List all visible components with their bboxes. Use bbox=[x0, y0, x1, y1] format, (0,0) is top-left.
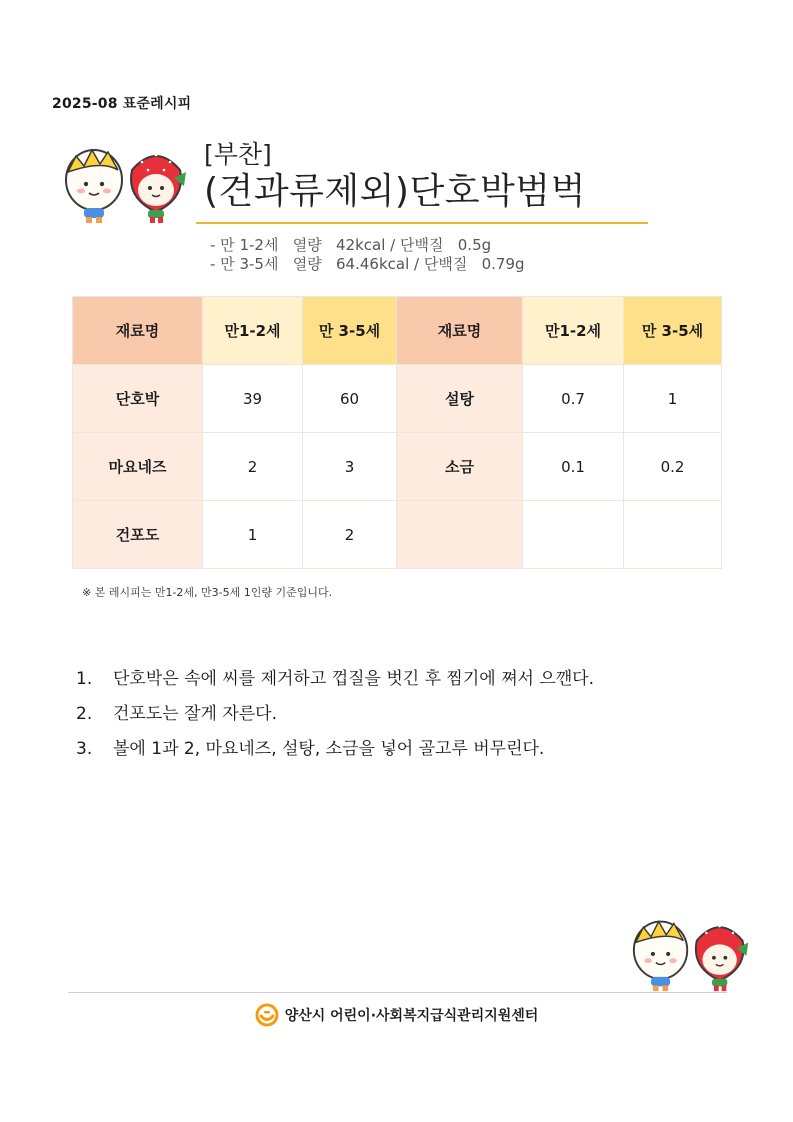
amount-cell: 1 bbox=[624, 365, 722, 433]
recipe-steps bbox=[76, 668, 594, 773]
amount-cell: 0.1 bbox=[523, 433, 624, 501]
header-cell: 만1-2세 bbox=[203, 297, 303, 365]
recipe-title bbox=[204, 140, 586, 214]
amount-cell: 0.7 bbox=[523, 365, 624, 433]
amount-cell: 0.2 bbox=[624, 433, 722, 501]
smile-logo-icon bbox=[255, 1003, 279, 1027]
table-header-row bbox=[73, 297, 722, 365]
mascot-characters-icon bbox=[62, 140, 192, 226]
nutrition-info bbox=[210, 236, 525, 274]
list-item bbox=[76, 738, 594, 773]
nutrition-line: - 만 1-2세 열량 42kcal / 단백질 0.5g bbox=[210, 236, 492, 254]
amount-cell: 2 bbox=[303, 501, 397, 569]
ingredient-name: 소금 bbox=[397, 433, 523, 501]
header-cell: 만1-2세 bbox=[523, 297, 624, 365]
ingredient-name: 단호박 bbox=[73, 365, 203, 433]
step-number: 3. bbox=[76, 739, 93, 759]
footer-divider bbox=[68, 992, 727, 993]
table-row bbox=[73, 433, 722, 501]
amount-cell: 2 bbox=[203, 433, 303, 501]
step-number: 1. bbox=[76, 669, 93, 689]
mascot-characters-icon bbox=[630, 912, 754, 994]
header-cell: 만 3-5세 bbox=[303, 297, 397, 365]
amount-cell: 3 bbox=[303, 433, 397, 501]
ingredient-name bbox=[397, 501, 523, 569]
amount-cell: 1 bbox=[203, 501, 303, 569]
footer bbox=[0, 1003, 793, 1031]
amount-cell: 60 bbox=[303, 365, 397, 433]
serving-note: ※ 본 레시피는 만1-2세, 만3-5세 1인량 기준입니다. bbox=[82, 586, 333, 599]
step-text: 볼에 1과 2, 마요네즈, 설탕, 소금을 넣어 골고루 버무린다. bbox=[113, 739, 545, 759]
table-row bbox=[73, 501, 722, 569]
header-cell: 재료명 bbox=[73, 297, 203, 365]
step-number: 2. bbox=[76, 704, 93, 724]
header-cell: 재료명 bbox=[397, 297, 523, 365]
amount-cell: 39 bbox=[203, 365, 303, 433]
organization-name: 양산시 어린이·사회복지급식관리지원센터 bbox=[284, 1008, 539, 1024]
list-item bbox=[76, 668, 594, 703]
amount-cell bbox=[624, 501, 722, 569]
table-row bbox=[73, 365, 722, 433]
amount-cell bbox=[523, 501, 624, 569]
ingredient-name: 설탕 bbox=[397, 365, 523, 433]
title-name: (견과류제외)단호박범벅 bbox=[204, 171, 586, 212]
list-item bbox=[76, 703, 594, 738]
ingredient-table bbox=[72, 296, 722, 569]
nutrition-line: - 만 3-5세 열량 64.46kcal / 단백질 0.79g bbox=[210, 255, 525, 273]
step-text: 건포도는 잘게 자른다. bbox=[113, 704, 278, 724]
document-date: 2025-08 표준레시피 bbox=[52, 96, 192, 112]
step-text: 단호박은 속에 씨를 제거하고 껍질을 벗긴 후 찜기에 쪄서 으깬다. bbox=[113, 669, 595, 689]
title-underline bbox=[196, 222, 648, 224]
header-cell: 만 3-5세 bbox=[624, 297, 722, 365]
ingredient-name: 마요네즈 bbox=[73, 433, 203, 501]
title-category: [부찬] bbox=[204, 140, 272, 169]
ingredient-name: 건포도 bbox=[73, 501, 203, 569]
